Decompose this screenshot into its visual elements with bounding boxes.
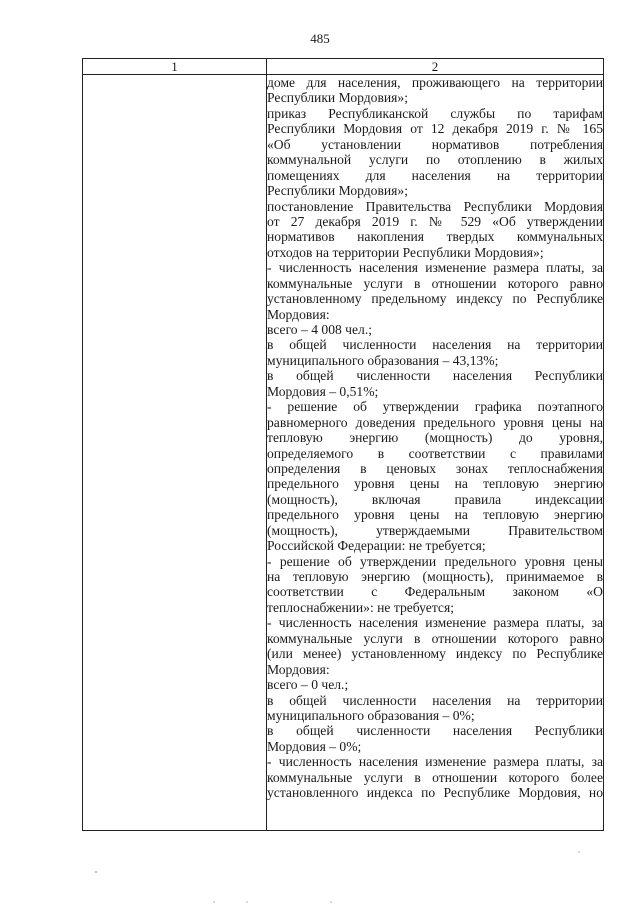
text-line: Мордовия – 0%; [267, 738, 362, 754]
scan-speck [246, 901, 248, 903]
text-line: Мордовия: [267, 306, 330, 322]
text-line: доме для населения, проживающего на территории [267, 75, 603, 90]
text-line: Российской Федерации: не требуется; [267, 538, 486, 554]
text-line: в общей численности населения Республики [267, 368, 603, 384]
text-line: равномерного доведения предельного уровня цены на [267, 414, 603, 430]
text-line: теплоснабжении»: не требуется; [267, 599, 454, 615]
scan-speck [213, 901, 215, 903]
text-line: муниципального образования – 0%; [267, 707, 475, 723]
column-header-2: 2 [267, 59, 604, 75]
text-line: - численность населения изменение размера платы, за [267, 615, 603, 631]
table-cell-column-2 [267, 75, 604, 831]
text-line: соответствии с Федеральным законом «О [267, 584, 603, 600]
text-line: нормативов накопления твердых коммунальных [267, 229, 603, 245]
text-line: всего – 0 чел.; [267, 677, 349, 693]
text-line: (или менее) установленному индексу по Республике [267, 646, 603, 662]
document-table [82, 58, 604, 831]
text-line: в общей численности населения Республики [267, 723, 603, 739]
text-line: (мощность), утверждаемыми Правительством [267, 522, 603, 538]
text-line: определяемого в соответствии с правилами [267, 445, 603, 461]
text-line: в общей численности населения на территории [267, 337, 603, 353]
text-line: предельного уровня цены на тепловую энергию [267, 476, 603, 492]
text-line: Республики Мордовия»; [267, 183, 408, 199]
text-line: отходов на территории Республики Мордовия»; [267, 244, 544, 260]
text-line: всего – 4 008 чел.; [267, 322, 373, 337]
text-line: приказ Республиканской службы по тарифам [267, 105, 603, 121]
text-line: предельного уровня цены на тепловую энергию [267, 507, 603, 523]
table-header-row [83, 59, 604, 75]
text-line: Мордовия: [267, 661, 330, 677]
scan-speck [330, 901, 332, 903]
text-line: от 27 декабря 2019 г. № 529 «Об утверждении [267, 213, 603, 229]
table-cell-column-1 [83, 75, 267, 831]
text-line: - численность населения изменение размера платы, за [267, 260, 603, 276]
text-line: постановление Правительства Республики Мордовия [267, 198, 603, 214]
text-line: - решение об утверждении графика поэтапного [267, 399, 603, 415]
text-line: помещениях для населения на территории [267, 167, 603, 183]
text-line: - численность населения изменение размера платы, за [267, 754, 603, 770]
text-line: на тепловую энергию (мощность), принимаемое в [267, 569, 603, 584]
column-2-text [267, 75, 603, 801]
text-line: тепловую энергию (мощность) до уровня, [267, 430, 603, 446]
scan-speck [578, 851, 580, 853]
text-line: (мощность), включая правила индексации [267, 491, 603, 507]
text-line: коммунальной услуги по отоплению в жилых [267, 152, 603, 168]
text-line: коммунальные услуги в отношении которого более [267, 769, 603, 785]
text-line: - решение об утверждении предельного уровня цены [267, 553, 603, 569]
text-line: муниципального образования – 43,13%; [267, 352, 499, 368]
text-line: определения в ценовых зонах теплоснабжения [267, 460, 603, 476]
text-line: в общей численности населения на территории [267, 692, 603, 708]
text-line: Мордовия – 0,51%; [267, 383, 379, 399]
text-line: коммунальные услуги в отношении которого равно [267, 630, 603, 646]
page-number: 485 [310, 31, 330, 46]
text-line: Республики Мордовия от 12 декабря 2019 г. № 165 [267, 121, 603, 137]
text-line: установленного индекса по Республике Мордовия, но [267, 785, 603, 801]
scan-speck [95, 871, 97, 873]
text-line: установленному предельному индексу по Республике [267, 291, 603, 307]
table-row [83, 75, 604, 831]
text-line: «Об установлении нормативов потребления [267, 136, 603, 152]
scan-specks [0, 845, 640, 905]
text-line: Республики Мордовия»; [267, 90, 408, 106]
text-line: коммунальные услуги в отношении которого равно [267, 275, 603, 291]
column-header-1: 1 [83, 59, 267, 75]
